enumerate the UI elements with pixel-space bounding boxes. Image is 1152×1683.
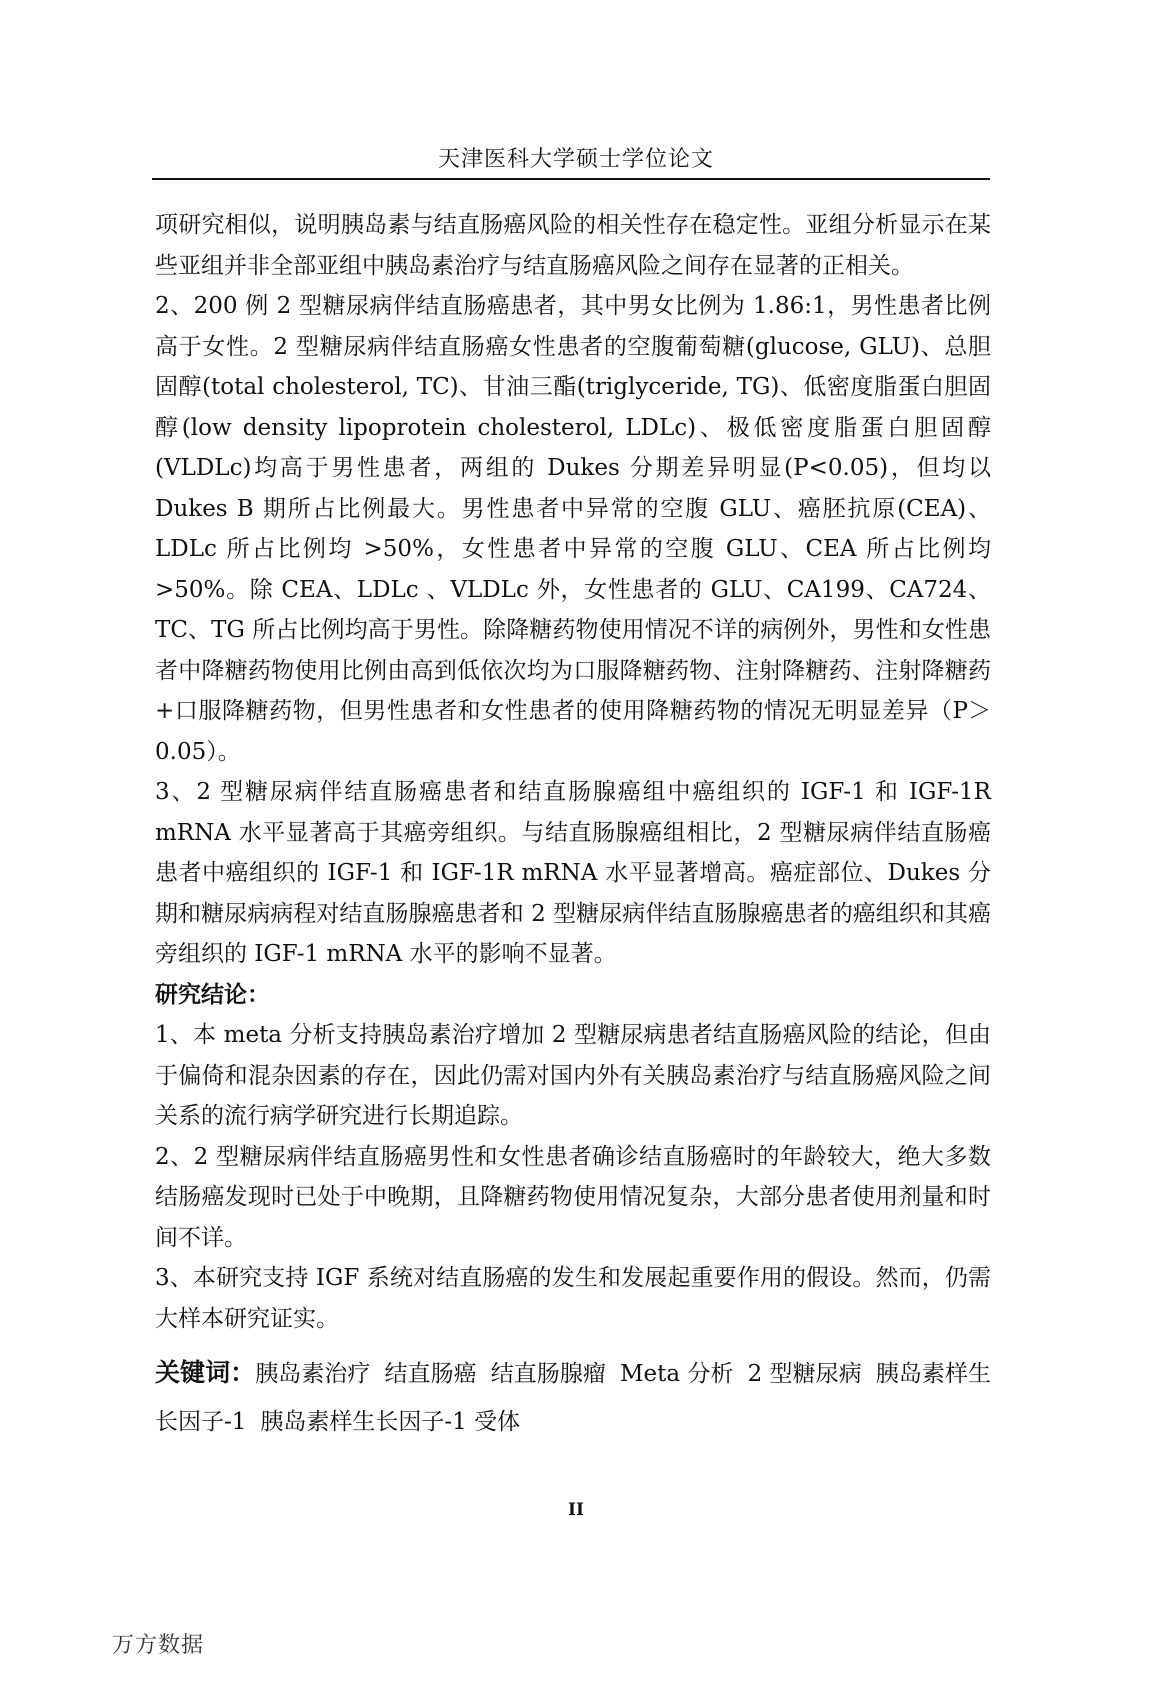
running-header-title: 天津医科大学硕士学位论文	[437, 147, 714, 172]
keywords-label: 关键词：	[155, 1358, 256, 1387]
keyword-item: 胰岛素治疗	[255, 1361, 371, 1387]
body-paragraph-2: 2、200 例 2 型糖尿病伴结直肠癌患者，其中男女比例为 1.86:1，男性患者比例高于女性。2 型糖尿病伴结直肠癌女性患者的空腹葡萄糖(glucose, GLU)、总胆固醇(total cholesterol, TC)、甘油三酯(triglyceride, TG)、低密度脂蛋白胆固醇(low density lipoprotein cholesterol, LDLc)、极低密度脂蛋白胆固醇(VLDLc)均高于男性患者，两组的 Dukes 分期差异明显(P<0.05)，但均以 Dukes B 期所占比例最大。男性患者中异常的空腹 GLU、癌胚抗原(CEA)、LDLc 所占比例均 >50%，女性患者中异常的空腹 GLU、CEA 所占比例均>50%。除 CEA、LDLc 、VLDLc 外，女性患者的 GLU、CA199、CA724、TC、TG 所占比例均高于男性。除降糖药物使用情况不详的病例外，男性和女性患者中降糖药物使用比例由高到低依次均为口服降糖药物、注射降糖药、注射降糖药+口服降糖药物，但男性患者和女性患者的使用降糖药物的情况无明显差异（P＞0.05）。	[155, 293, 991, 765]
watermark-text: 万方数据	[112, 1633, 205, 1658]
keyword-item: 2 型糖尿病	[747, 1361, 862, 1387]
keyword-item: 结直肠腺瘤	[490, 1361, 606, 1387]
conclusion-item-1: 1、本 meta 分析支持胰岛素治疗增加 2 型糖尿病患者结直肠癌风险的结论，但由于偏倚和混杂因素的存在，因此仍需对国内外有关胰岛素治疗与结直肠癌风险之间关系的流行病学研究进行长期追踪。	[155, 1022, 991, 1129]
conclusion-item-3: 3、本研究支持 IGF 系统对结直肠癌的发生和发展起重要作用的假设。然而，仍需大样本研究证实。	[155, 1265, 991, 1332]
header-rule	[152, 178, 990, 180]
body-paragraph-3: 3、2 型糖尿病伴结直肠癌患者和结直肠腺癌组中癌组织的 IGF-1 和 IGF-1R mRNA 水平显著高于其癌旁组织。与结直肠腺癌组相比，2 型糖尿病伴结直肠癌患者中癌组织的 IGF-1 和 IGF-1R mRNA 水平显著增高。癌症部位、Dukes 分期和糖尿病病程对结直肠腺癌患者和 2 型糖尿病伴结直肠腺癌患者的癌组织和其癌旁组织的 IGF-1 mRNA 水平的影响不显著。	[155, 779, 991, 967]
keyword-item: 胰岛素样生长因子-1	[155, 1361, 991, 1435]
keywords-block	[155, 1349, 991, 1446]
keyword-item: 胰岛素样生长因子-1 受体	[260, 1409, 521, 1435]
body-paragraph-1: 项研究相似，说明胰岛素与结直肠癌风险的相关性存在稳定性。亚组分析显示在某些亚组并非全部亚组中胰岛素治疗与结直肠癌风险之间存在显著的正相关。	[155, 212, 991, 279]
page-number: II	[568, 1500, 584, 1520]
conclusions-heading: 研究结论：	[155, 980, 270, 1008]
keyword-item: Meta 分析	[619, 1361, 734, 1387]
keyword-item: 结直肠癌	[384, 1361, 477, 1387]
conclusion-item-2: 2、2 型糖尿病伴结直肠癌男性和女性患者确诊结直肠癌时的年龄较大，绝大多数结肠癌发现时已处于中晚期，且降糖药物使用情况复杂，大部分患者使用剂量和时间不详。	[155, 1143, 991, 1251]
page-content	[155, 205, 991, 1446]
